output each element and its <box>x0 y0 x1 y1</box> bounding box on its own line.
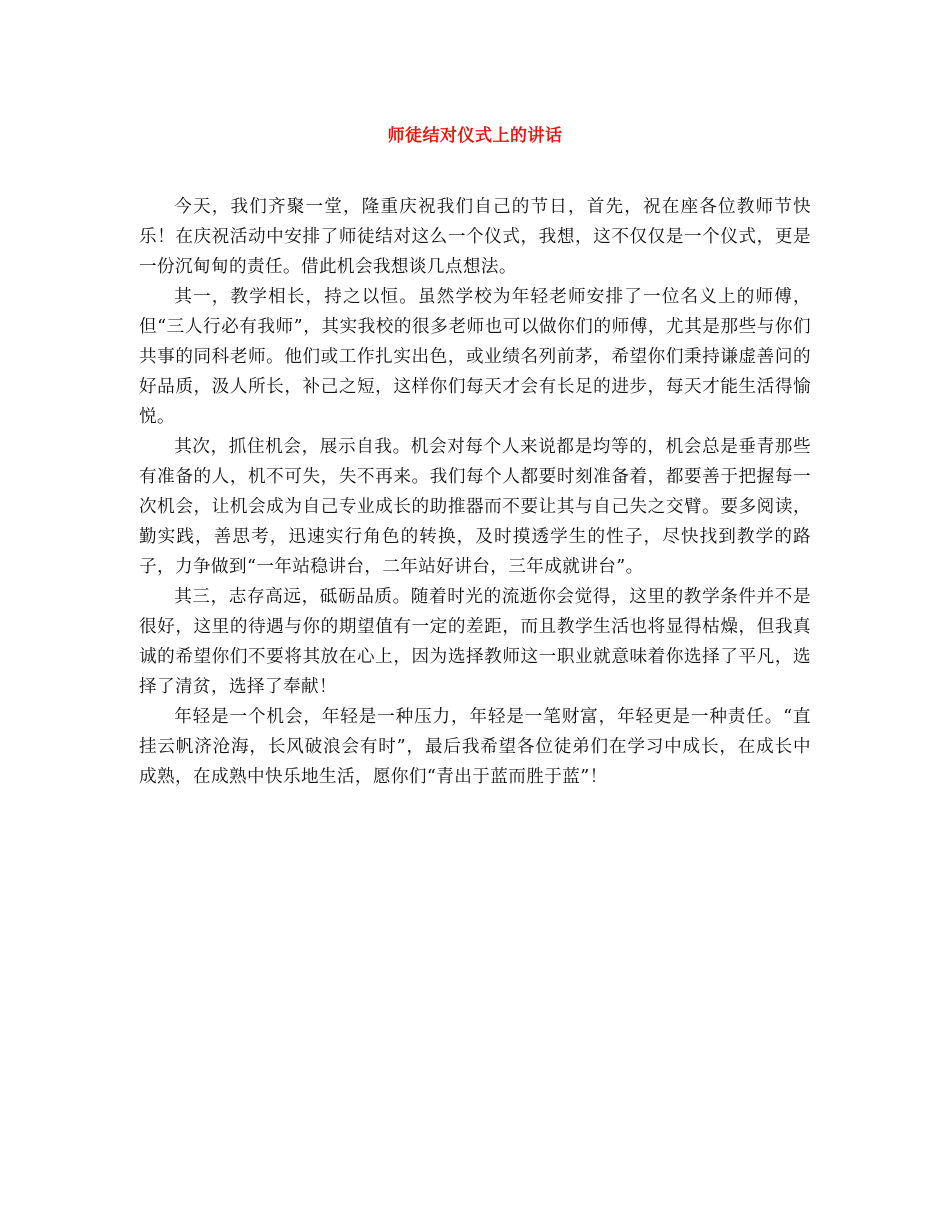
paragraph-third-point: 其三，志存高远，砥砺品质。随着时光的流逝你会觉得，这里的教学条件并不是很好，这里的待遇与你的期望值有一定的差距，而且教学生活也将显得枯燥，但我真诚的希望你们不要将其放在心上，因为选择教师这一职业就意味着你选择了平凡，选择了清贫，选择了奉献！ <box>139 587 811 697</box>
paragraph-opening: 今天，我们齐聚一堂，隆重庆祝我们自己的节日，首先，祝在座各位教师节快乐！在庆祝活动中安排了师徒结对这么一个仪式，我想，这不仅仅是一个仪式，更是一份沉甸甸的责任。借此机会我想谈几点想法。 <box>139 197 811 277</box>
paragraph-second-point: 其次，抓住机会，展示自我。机会对每个人来说都是均等的，机会总是垂青那些有准备的人，机不可失，失不再来。我们每个人都要时刻准备着，都要善于把握每一次机会，让机会成为自己专业成长的助推器而不要让其与自己失之交臂。要多阅读，勤实践，善思考，迅速实行角色的转换，及时摸透学生的性子，尽快找到教学的路子，力争做到“一年站稳讲台，二年站好讲台，三年成就讲台”。 <box>139 437 811 577</box>
document-title: 师徒结对仪式上的讲话 <box>387 126 563 146</box>
document-body <box>139 192 811 792</box>
paragraph-first-point: 其一，教学相长，持之以恒。虽然学校为年轻老师安排了一位名义上的师傅，但“三人行必有我师”，其实我校的很多老师也可以做你们的师傅，尤其是那些与你们共事的同科老师。他们或工作扎实出色，或业绩名列前茅，希望你们秉持谦虚善问的好品质，汲人所长，补己之短，这样你们每天才会有长足的进步，每天才能生活得愉悦。 <box>139 287 811 427</box>
paragraph-closing: 年轻是一个机会，年轻是一种压力，年轻是一笔财富，年轻更是一种责任。“直挂云帆济沧海，长风破浪会有时”，最后我希望各位徒弟们在学习中成长，在成长中成熟，在成熟中快乐地生活，愿你们“青出于蓝而胜于蓝”！ <box>139 707 811 787</box>
